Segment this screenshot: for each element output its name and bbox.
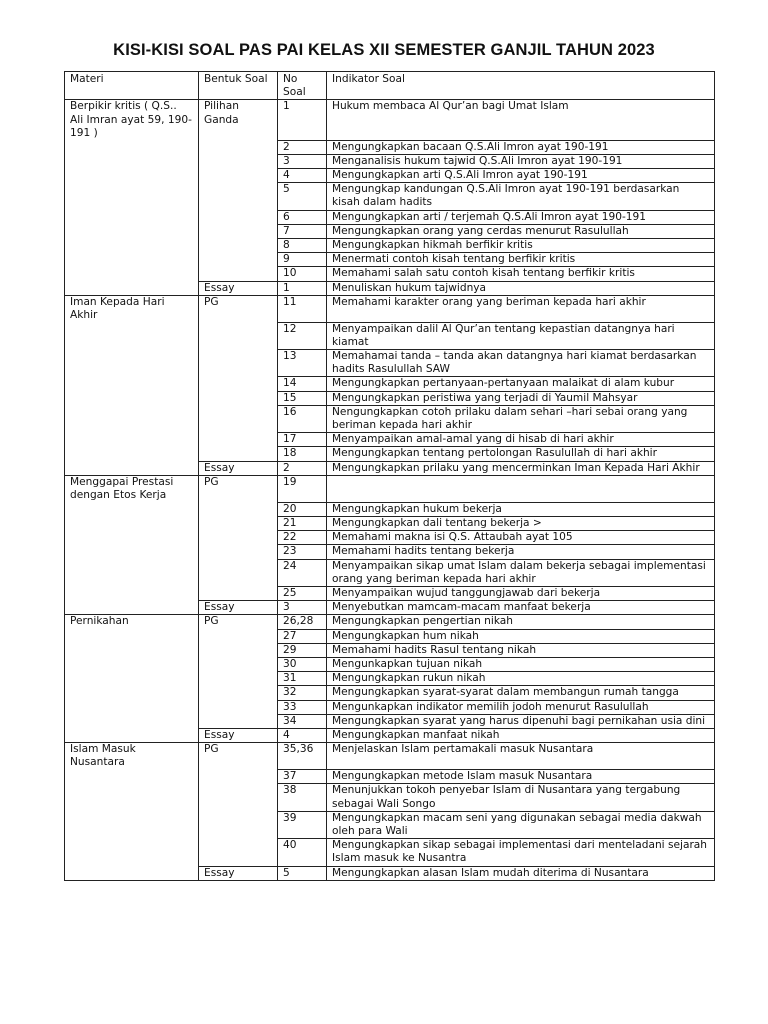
table-row — [65, 811, 715, 838]
materi-cell — [65, 168, 199, 182]
indikator-cell: Mengungkapkan pengertian nikah — [327, 615, 715, 629]
bentuk-soal-cell: Essay — [199, 866, 278, 880]
header-no-soal: No Soal — [278, 72, 327, 100]
indikator-cell: Mengungkapkan hukum bekerja — [327, 502, 715, 516]
indikator-cell: Mengungkapkan rukun nikah — [327, 672, 715, 686]
indikator-cell: Menyampaikan sikap umat Islam dalam bekerja sebagai implementasi orang yang beriman kepada hari akhir — [327, 559, 715, 586]
no-soal-cell: 10 — [278, 267, 327, 281]
materi-cell — [65, 224, 199, 238]
no-soal-cell: 35,36 — [278, 743, 327, 770]
table-row — [65, 866, 715, 880]
table-row — [65, 253, 715, 267]
table-row — [65, 502, 715, 516]
no-soal-cell: 8 — [278, 238, 327, 252]
materi-cell — [65, 183, 199, 210]
table-row — [65, 784, 715, 811]
bentuk-soal-cell — [199, 140, 278, 154]
bentuk-soal-cell — [199, 253, 278, 267]
materi-cell — [65, 391, 199, 405]
table-row — [65, 100, 715, 140]
table-row — [65, 559, 715, 586]
bentuk-soal-cell — [199, 545, 278, 559]
table-row — [65, 281, 715, 295]
materi-cell — [65, 281, 199, 295]
materi-cell — [65, 714, 199, 728]
no-soal-cell: 7 — [278, 224, 327, 238]
materi-cell — [65, 784, 199, 811]
document-title: KISI-KISI SOAL PAS PAI KELAS XII SEMESTER GANJIL TAHUN 2023 — [113, 41, 655, 59]
no-soal-cell: 40 — [278, 839, 327, 866]
indikator-cell: Menuliskan hukum tajwidnya — [327, 281, 715, 295]
indikator-cell: Mengungkapkan prilaku yang mencerminkan Iman Kepada Hari Akhir — [327, 461, 715, 475]
no-soal-cell: 12 — [278, 322, 327, 349]
indikator-cell: Mengungkapkan pertanyaan-pertanyaan malaikat di alam kubur — [327, 377, 715, 391]
no-soal-cell: 14 — [278, 377, 327, 391]
no-soal-cell: 16 — [278, 405, 327, 432]
header-materi: Materi — [65, 72, 199, 100]
materi-cell — [65, 253, 199, 267]
materi-cell — [65, 210, 199, 224]
indikator-cell: Menyampaikan wujud tanggungjawab dari bekerja — [327, 587, 715, 601]
materi-cell — [65, 517, 199, 531]
table-row — [65, 210, 715, 224]
table-row — [65, 587, 715, 601]
bentuk-soal-cell — [199, 686, 278, 700]
table-row — [65, 322, 715, 349]
no-soal-cell: 3 — [278, 601, 327, 615]
bentuk-soal-cell — [199, 839, 278, 866]
materi-cell — [65, 433, 199, 447]
indikator-cell: Mengungkapkan dali tentang bekerja > — [327, 517, 715, 531]
indikator-cell: Mengungkapkan tentang pertolongan Rasulullah di hari akhir — [327, 447, 715, 461]
indikator-cell: Mengungkapkan arti Q.S.Ali Imron ayat 190-191 — [327, 168, 715, 182]
table-row — [65, 615, 715, 629]
no-soal-cell: 34 — [278, 714, 327, 728]
bentuk-soal-cell — [199, 168, 278, 182]
table-row — [65, 183, 715, 210]
no-soal-cell: 4 — [278, 729, 327, 743]
bentuk-soal-cell — [199, 517, 278, 531]
bentuk-soal-cell — [199, 770, 278, 784]
no-soal-cell: 9 — [278, 253, 327, 267]
table-row — [65, 743, 715, 770]
no-soal-cell: 30 — [278, 658, 327, 672]
bentuk-soal-cell — [199, 672, 278, 686]
materi-cell — [65, 672, 199, 686]
bentuk-soal-cell — [199, 531, 278, 545]
no-soal-cell: 20 — [278, 502, 327, 516]
materi-cell — [65, 322, 199, 349]
bentuk-soal-cell — [199, 267, 278, 281]
bentuk-soal-cell — [199, 700, 278, 714]
indikator-cell: Memahami makna isi Q.S. Attaubah ayat 105 — [327, 531, 715, 545]
table-row — [65, 168, 715, 182]
indikator-cell: Memahami salah satu contoh kisah tentang berfikir kritis — [327, 267, 715, 281]
bentuk-soal-cell — [199, 350, 278, 377]
table-row — [65, 295, 715, 322]
materi-cell — [65, 686, 199, 700]
table-row — [65, 140, 715, 154]
bentuk-soal-cell — [199, 629, 278, 643]
table-row — [65, 601, 715, 615]
materi-cell — [65, 629, 199, 643]
no-soal-cell: 39 — [278, 811, 327, 838]
no-soal-cell: 1 — [278, 100, 327, 140]
bentuk-soal-cell — [199, 587, 278, 601]
no-soal-cell: 25 — [278, 587, 327, 601]
no-soal-cell: 15 — [278, 391, 327, 405]
bentuk-soal-cell — [199, 210, 278, 224]
materi-cell — [65, 700, 199, 714]
table-row — [65, 629, 715, 643]
no-soal-cell: 22 — [278, 531, 327, 545]
indikator-cell — [327, 475, 715, 502]
bentuk-soal-cell — [199, 658, 278, 672]
indikator-cell: Mengungkapkan orang yang cerdas menurut Rasulullah — [327, 224, 715, 238]
indikator-cell: Menjelaskan Islam pertamakali masuk Nusantara — [327, 743, 715, 770]
materi-cell — [65, 587, 199, 601]
table-body — [65, 100, 715, 880]
materi-cell: Berpikir kritis ( Q.S.. Ali Imran ayat 59, 190-191 ) — [65, 100, 199, 140]
table-row — [65, 531, 715, 545]
bentuk-soal-cell: Pilihan Ganda — [199, 100, 278, 140]
no-soal-cell: 5 — [278, 183, 327, 210]
materi-cell — [65, 729, 199, 743]
bentuk-soal-cell: Essay — [199, 601, 278, 615]
materi-cell: Menggapai Prestasi dengan Etos Kerja — [65, 475, 199, 502]
bentuk-soal-cell — [199, 183, 278, 210]
no-soal-cell: 2 — [278, 461, 327, 475]
table-row — [65, 238, 715, 252]
table-row — [65, 839, 715, 866]
no-soal-cell: 6 — [278, 210, 327, 224]
no-soal-cell: 21 — [278, 517, 327, 531]
materi-cell — [65, 839, 199, 866]
table-row — [65, 350, 715, 377]
bentuk-soal-cell — [199, 714, 278, 728]
materi-cell — [65, 140, 199, 154]
indikator-cell: Memahamai tanda – tanda akan datangnya hari kiamat berdasarkan hadits Rasulullah SAW — [327, 350, 715, 377]
bentuk-soal-cell — [199, 559, 278, 586]
indikator-cell: Memahami karakter orang yang beriman kepada hari akhir — [327, 295, 715, 322]
table-row — [65, 658, 715, 672]
table-row — [65, 770, 715, 784]
indikator-cell: Mengungkapkan sikap sebagai implementasi dari menteladani sejarah Islam masuk ke Nusantra — [327, 839, 715, 866]
bentuk-soal-cell — [199, 502, 278, 516]
materi-cell — [65, 405, 199, 432]
bentuk-soal-cell — [199, 447, 278, 461]
materi-cell — [65, 502, 199, 516]
no-soal-cell: 24 — [278, 559, 327, 586]
indikator-cell: Mengungkapkan syarat yang harus dipenuhi bagi pernikahan usia dini — [327, 714, 715, 728]
no-soal-cell: 31 — [278, 672, 327, 686]
table-row — [65, 267, 715, 281]
indikator-cell: Menunjukkan tokoh penyebar Islam di Nusantara yang tergabung sebagai Wali Songo — [327, 784, 715, 811]
materi-cell — [65, 811, 199, 838]
no-soal-cell: 11 — [278, 295, 327, 322]
indikator-cell: Menyampaikan amal-amal yang di hisab di hari akhir — [327, 433, 715, 447]
materi-cell — [65, 377, 199, 391]
indikator-cell: Mengungkapkan syarat-syarat dalam membangun rumah tangga — [327, 686, 715, 700]
indikator-cell: Memahami hadits Rasul tentang nikah — [327, 643, 715, 657]
materi-cell — [65, 601, 199, 615]
indikator-cell: Mengungkapkan hikmah berfikir kritis — [327, 238, 715, 252]
indikator-cell: Memahami hadits tentang bekerja — [327, 545, 715, 559]
materi-cell — [65, 461, 199, 475]
no-soal-cell: 38 — [278, 784, 327, 811]
table-row — [65, 224, 715, 238]
bentuk-soal-cell: Essay — [199, 461, 278, 475]
table-row — [65, 517, 715, 531]
bentuk-soal-cell: PG — [199, 743, 278, 770]
indikator-cell: Hukum membaca Al Qur’an bagi Umat Islam — [327, 100, 715, 140]
table-row — [65, 643, 715, 657]
materi-cell — [65, 643, 199, 657]
indikator-cell: Nengungkapkan cotoh prilaku dalam sehari –hari sebai orang yang beriman kepada hari akhir — [327, 405, 715, 432]
bentuk-soal-cell — [199, 405, 278, 432]
table-row — [65, 461, 715, 475]
materi-cell — [65, 866, 199, 880]
indikator-cell: Mengungkapkan hum nikah — [327, 629, 715, 643]
no-soal-cell: 17 — [278, 433, 327, 447]
indikator-cell: Mengungkapkan peristiwa yang terjadi di Yaumil Mahsyar — [327, 391, 715, 405]
table-row — [65, 729, 715, 743]
bentuk-soal-cell: PG — [199, 615, 278, 629]
table-row — [65, 686, 715, 700]
bentuk-soal-cell: Essay — [199, 281, 278, 295]
materi-cell — [65, 447, 199, 461]
materi-cell: Islam Masuk Nusantara — [65, 743, 199, 770]
table-row — [65, 377, 715, 391]
bentuk-soal-cell: Essay — [199, 729, 278, 743]
indikator-cell: Mengunkapkan indikator memilih jodoh menurut Rasulullah — [327, 700, 715, 714]
bentuk-soal-cell — [199, 391, 278, 405]
table-row — [65, 447, 715, 461]
indikator-cell: Menyampaikan dalil Al Qur’an tentang kepastian datangnya hari kiamat — [327, 322, 715, 349]
indikator-cell: Mengungkapkan arti / terjemah Q.S.Ali Imron ayat 190-191 — [327, 210, 715, 224]
indikator-cell: Mengungkapkan macam seni yang digunakan sebagai media dakwah oleh para Wali — [327, 811, 715, 838]
table-header-row — [65, 72, 715, 100]
indikator-cell: Mengunkapkan tujuan nikah — [327, 658, 715, 672]
materi-cell — [65, 350, 199, 377]
materi-cell — [65, 531, 199, 545]
bentuk-soal-cell — [199, 643, 278, 657]
bentuk-soal-cell — [199, 322, 278, 349]
header-indikator-soal: Indikator Soal — [327, 72, 715, 100]
header-bentuk-soal: Bentuk Soal — [199, 72, 278, 100]
materi-cell — [65, 154, 199, 168]
bentuk-soal-cell — [199, 238, 278, 252]
bentuk-soal-cell — [199, 377, 278, 391]
indikator-cell: Mengungkap kandungan Q.S.Ali Imron ayat 190-191 berdasarkan kisah dalam hadits — [327, 183, 715, 210]
no-soal-cell: 1 — [278, 281, 327, 295]
materi-cell — [65, 658, 199, 672]
materi-cell: Iman Kepada Hari Akhir — [65, 295, 199, 322]
no-soal-cell: 13 — [278, 350, 327, 377]
bentuk-soal-cell: PG — [199, 475, 278, 502]
table-row — [65, 700, 715, 714]
no-soal-cell: 27 — [278, 629, 327, 643]
table-row — [65, 672, 715, 686]
table-row — [65, 154, 715, 168]
no-soal-cell: 18 — [278, 447, 327, 461]
indikator-cell: Menyebutkan mamcam-macam manfaat bekerja — [327, 601, 715, 615]
materi-cell — [65, 559, 199, 586]
table-row — [65, 545, 715, 559]
no-soal-cell: 23 — [278, 545, 327, 559]
bentuk-soal-cell — [199, 433, 278, 447]
materi-cell: Pernikahan — [65, 615, 199, 629]
no-soal-cell: 5 — [278, 866, 327, 880]
no-soal-cell: 19 — [278, 475, 327, 502]
indikator-cell: Menganalisis hukum tajwid Q.S.Ali Imron ayat 190-191 — [327, 154, 715, 168]
materi-cell — [65, 770, 199, 784]
materi-cell — [65, 545, 199, 559]
bentuk-soal-cell — [199, 154, 278, 168]
no-soal-cell: 3 — [278, 154, 327, 168]
table-row — [65, 391, 715, 405]
indikator-cell: Menermati contoh kisah tentang berfikir kritis — [327, 253, 715, 267]
kisi-kisi-table — [64, 71, 715, 881]
bentuk-soal-cell — [199, 224, 278, 238]
indikator-cell: Mengungkapkan manfaat nikah — [327, 729, 715, 743]
no-soal-cell: 26,28 — [278, 615, 327, 629]
table-row — [65, 433, 715, 447]
no-soal-cell: 37 — [278, 770, 327, 784]
bentuk-soal-cell: PG — [199, 295, 278, 322]
table-row — [65, 475, 715, 502]
materi-cell — [65, 238, 199, 252]
materi-cell — [65, 267, 199, 281]
bentuk-soal-cell — [199, 784, 278, 811]
table-row — [65, 714, 715, 728]
indikator-cell: Mengungkapkan alasan Islam mudah diterima di Nusantara — [327, 866, 715, 880]
indikator-cell: Mengungkapkan bacaan Q.S.Ali Imron ayat 190-191 — [327, 140, 715, 154]
bentuk-soal-cell — [199, 811, 278, 838]
no-soal-cell: 29 — [278, 643, 327, 657]
no-soal-cell: 4 — [278, 168, 327, 182]
no-soal-cell: 32 — [278, 686, 327, 700]
no-soal-cell: 2 — [278, 140, 327, 154]
no-soal-cell: 33 — [278, 700, 327, 714]
indikator-cell: Mengungkapkan metode Islam masuk Nusantara — [327, 770, 715, 784]
table-row — [65, 405, 715, 432]
